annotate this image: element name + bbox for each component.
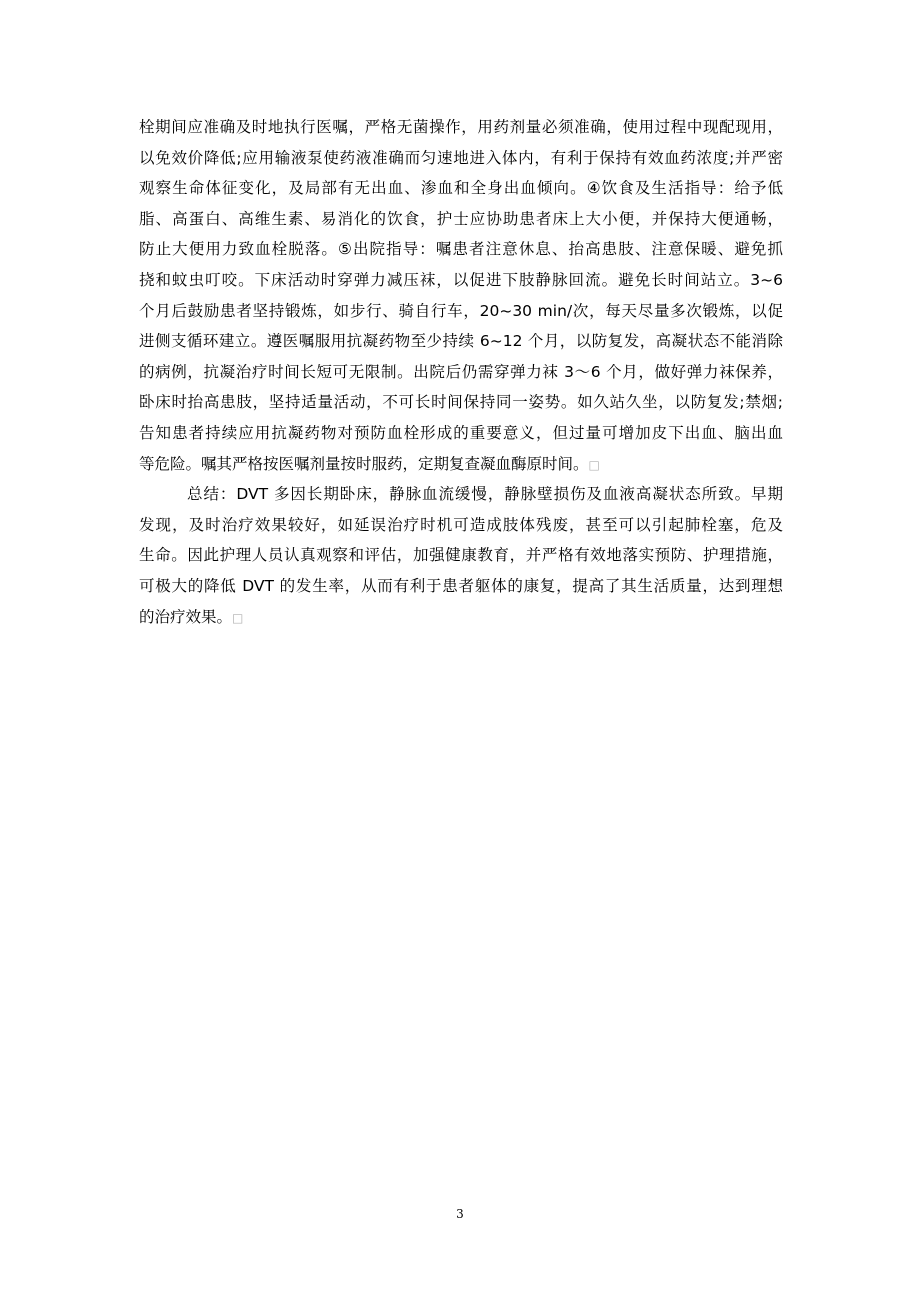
text-line: 的病例，抗凝治疗时间长短可无限制。出院后仍需穿弹力袜 3～6 个月，做好弹力袜保养， — [139, 362, 783, 381]
text-line-last — [139, 602, 783, 633]
text-line-first-indented: 总结：DVT 多因长期卧床，静脉血流缓慢，静脉壁损伤及血液高凝状态所致。早期 — [187, 485, 783, 504]
text-line-content: 等危险。嘱其严格按医嘱剂量按时服药，定期复查凝血酶原时间。 — [139, 454, 589, 473]
document-body — [139, 112, 783, 632]
text-line: 脂、高蛋白、高维生素、易消化的饮食，护士应协助患者床上大小便，并保持大便通畅， — [139, 209, 783, 228]
text-line: 可极大的降低 DVT 的发生率，从而有利于患者躯体的康复，提高了其生活质量，达到理想 — [139, 576, 783, 595]
page-number: 3 — [456, 1207, 464, 1221]
text-line: 发现，及时治疗效果较好，如延误治疗时机可造成肢体残废，甚至可以引起肺栓塞，危及 — [139, 515, 783, 534]
text-line: 栓期间应准确及时地执行医嘱，严格无菌操作，用药剂量必须准确，使用过程中现配现用， — [139, 118, 783, 136]
paragraph-summary — [139, 479, 783, 632]
text-line: 生命。因此护理人员认真观察和评估，加强健康教育，并严格有效地落实预防、护理措施， — [139, 546, 783, 565]
text-line: 以免效价降低;应用输液泵使药液准确而匀速地进入体内，有利于保持有效血药浓度;并严密 — [139, 148, 783, 167]
text-line: 进侧支循环建立。遵医嘱服用抗凝药物至少持续 6~12 个月，以防复发，高凝状态不能消除 — [139, 332, 783, 351]
paragraph-mark: □ — [232, 610, 244, 625]
text-line-last — [139, 449, 783, 480]
text-line: 告知患者持续应用抗凝药物对预防血栓形成的重要意义，但过量可增加皮下出血、脑出血 — [139, 423, 783, 442]
text-line: 个月后鼓励患者坚持锻炼，如步行、骑自行车，20~30 min/次，每天尽量多次锻炼，以促 — [139, 301, 783, 320]
text-line: 卧床时抬高患肢，坚持适量活动，不可长时间保持同一姿势。如久站久坐，以防复发;禁烟; — [139, 393, 783, 412]
text-line-content: 的治疗效果。 — [139, 607, 233, 626]
text-line: 观察生命体征变化，及局部有无出血、渗血和全身出血倾向。④饮食及生活指导：给予低 — [139, 179, 783, 198]
paragraph-mark: □ — [588, 457, 600, 472]
text-line: 防止大便用力致血栓脱落。⑤出院指导：嘱患者注意休息、抬高患肢、注意保暖、避免抓 — [139, 240, 783, 259]
paragraph-nursing-guidance — [139, 112, 783, 479]
text-line: 挠和蚊虫叮咬。下床活动时穿弹力减压袜，以促进下肢静脉回流。避免长时间站立。3~6 — [139, 270, 783, 289]
